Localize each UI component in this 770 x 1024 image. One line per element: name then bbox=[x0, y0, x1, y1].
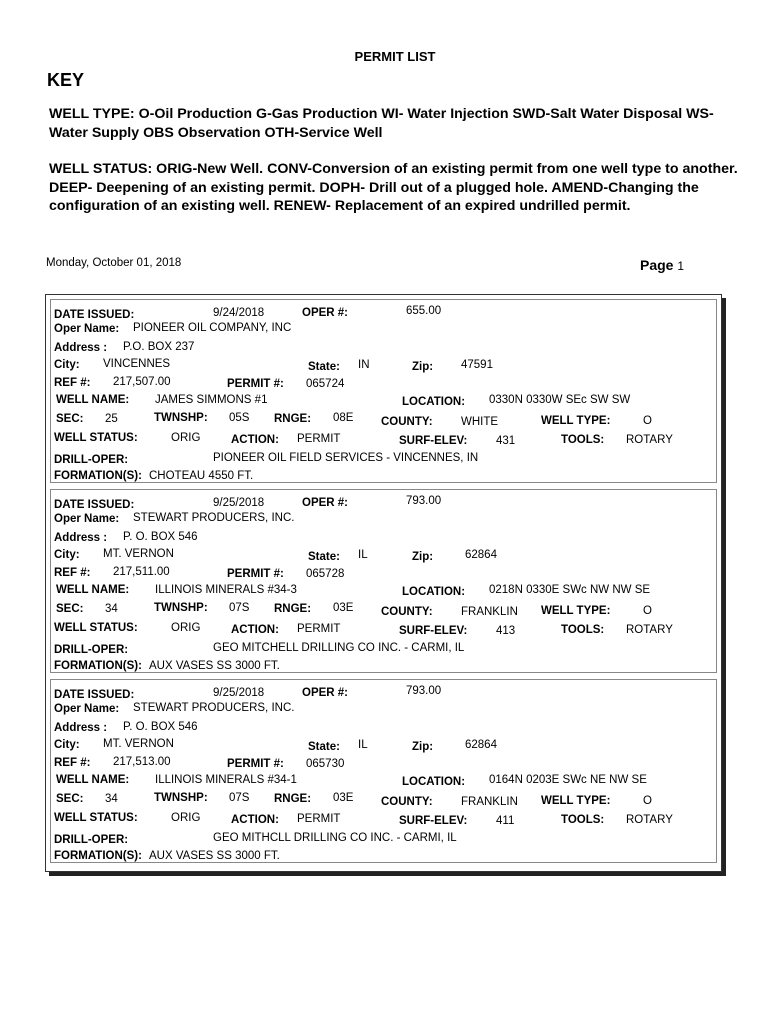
report-date: Monday, October 01, 2018 bbox=[46, 257, 182, 269]
location-label: LOCATION: bbox=[402, 396, 466, 408]
tools-label: TOOLS: bbox=[561, 814, 605, 826]
county-value: WHITE bbox=[461, 416, 499, 428]
well-type-value: O bbox=[643, 605, 652, 617]
permit-label: PERMIT #: bbox=[227, 758, 284, 770]
tools-value: ROTARY bbox=[626, 814, 673, 826]
zip-value: 47591 bbox=[461, 359, 493, 371]
sec-value: 25 bbox=[105, 413, 118, 425]
drill-oper-value: GEO MITHCLL DRILLING CO INC. - CARMI, IL bbox=[213, 832, 457, 844]
location-label: LOCATION: bbox=[402, 586, 466, 598]
address-value: P. O. BOX 546 bbox=[123, 531, 198, 543]
action-label: ACTION: bbox=[231, 434, 279, 446]
address-value: P.O. BOX 237 bbox=[123, 341, 195, 353]
well-type-label: WELL TYPE: bbox=[541, 415, 611, 427]
drill-oper-label: DRILL-OPER: bbox=[54, 644, 129, 656]
permit-label: PERMIT #: bbox=[227, 568, 284, 580]
drill-oper-label: DRILL-OPER: bbox=[54, 834, 129, 846]
city-label: City: bbox=[54, 359, 80, 371]
rnge-label: RNGE: bbox=[274, 413, 312, 425]
tools-value: ROTARY bbox=[626, 434, 673, 446]
well-name-label: WELL NAME: bbox=[56, 584, 130, 596]
twnshp-value: 05S bbox=[229, 412, 250, 424]
oper-num-label: OPER #: bbox=[302, 307, 349, 319]
oper-name-label: Oper Name: bbox=[54, 703, 120, 715]
rnge-value: 08E bbox=[333, 412, 354, 424]
formation-label: FORMATION(S): bbox=[54, 660, 142, 672]
city-value: MT. VERNON bbox=[103, 548, 174, 560]
formation-value: CHOTEAU 4550 FT. bbox=[149, 470, 254, 482]
tools-value: ROTARY bbox=[626, 624, 673, 636]
address-value: P. O. BOX 546 bbox=[123, 721, 198, 733]
date-issued-label: DATE ISSUED: bbox=[54, 689, 135, 701]
ref-label: REF #: bbox=[54, 377, 91, 389]
well-name-label: WELL NAME: bbox=[56, 774, 130, 786]
zip-label: Zip: bbox=[412, 741, 434, 753]
oper-name-label: Oper Name: bbox=[54, 323, 120, 335]
well-status-key: WELL STATUS: ORIG-New Well. CONV-Conversion of an existing permit from one well type to another. DEEP- Deepening of an existing permit. DOPH- Drill out of a plugged hole. AMEND-Changing the configuration of an existing well. RENEW- Replacement of an expired undrilled permit. bbox=[49, 161, 738, 214]
formation-label: FORMATION(S): bbox=[54, 470, 142, 482]
sec-value: 34 bbox=[105, 793, 118, 805]
ref-label: REF #: bbox=[54, 567, 91, 579]
sec-label: SEC: bbox=[56, 413, 84, 425]
well-status-label: WELL STATUS: bbox=[54, 622, 138, 634]
sec-value: 34 bbox=[105, 603, 118, 615]
oper-name-value: STEWART PRODUCERS, INC. bbox=[133, 702, 295, 714]
well-type-value: O bbox=[643, 415, 652, 427]
address-label: Address : bbox=[54, 722, 108, 734]
twnshp-label: TWNSHP: bbox=[154, 792, 208, 804]
county-value: FRANKLIN bbox=[461, 796, 518, 808]
well-name-value: ILLINOIS MINERALS #34-1 bbox=[155, 774, 297, 786]
page-number: 1 bbox=[677, 259, 685, 273]
date-issued-label: DATE ISSUED: bbox=[54, 309, 135, 321]
address-label: Address : bbox=[54, 342, 108, 354]
county-value: FRANKLIN bbox=[461, 606, 518, 618]
tools-label: TOOLS: bbox=[561, 434, 605, 446]
rnge-value: 03E bbox=[333, 602, 354, 614]
action-value: PERMIT bbox=[297, 433, 341, 445]
zip-value: 62864 bbox=[465, 739, 497, 751]
rnge-value: 03E bbox=[333, 792, 354, 804]
location-value: 0330N 0330W SEc SW SW bbox=[489, 394, 631, 406]
oper-name-value: STEWART PRODUCERS, INC. bbox=[133, 512, 295, 524]
location-label: LOCATION: bbox=[402, 776, 466, 788]
surf-elev-value: 413 bbox=[496, 625, 516, 637]
page-title: PERMIT LIST bbox=[354, 49, 436, 64]
permit-record bbox=[50, 679, 717, 863]
action-value: PERMIT bbox=[297, 813, 341, 825]
permit-label: PERMIT #: bbox=[227, 378, 284, 390]
oper-num-label: OPER #: bbox=[302, 497, 349, 509]
city-value: VINCENNES bbox=[103, 358, 171, 370]
drill-oper-value: GEO MITCHELL DRILLING CO INC. - CARMI, IL bbox=[213, 642, 465, 654]
well-name-value: JAMES SIMMONS #1 bbox=[155, 394, 268, 406]
zip-label: Zip: bbox=[412, 551, 434, 563]
action-value: PERMIT bbox=[297, 623, 341, 635]
well-type-value: O bbox=[643, 795, 652, 807]
permit-list-frame bbox=[45, 294, 722, 872]
well-status-value: ORIG bbox=[171, 622, 201, 634]
ref-value: 217,507.00 bbox=[113, 376, 171, 388]
state-value: IL bbox=[358, 739, 368, 751]
county-label: COUNTY: bbox=[381, 416, 433, 428]
permit-record bbox=[50, 489, 717, 673]
rnge-label: RNGE: bbox=[274, 603, 312, 615]
date-issued-value: 9/24/2018 bbox=[213, 307, 265, 319]
well-type-label: WELL TYPE: bbox=[541, 795, 611, 807]
well-status-value: ORIG bbox=[171, 812, 201, 824]
well-type-key: WELL TYPE: O-Oil Production G-Gas Production WI- Water Injection SWD-Salt Water Disposal WS-Water Supply OBS Observation OTH-Service Well bbox=[49, 106, 714, 141]
county-label: COUNTY: bbox=[381, 606, 433, 618]
city-value: MT. VERNON bbox=[103, 738, 174, 750]
page-indicator bbox=[640, 257, 684, 273]
sec-label: SEC: bbox=[56, 603, 84, 615]
address-label: Address : bbox=[54, 532, 108, 544]
oper-name-label: Oper Name: bbox=[54, 513, 120, 525]
well-status-label: WELL STATUS: bbox=[54, 812, 138, 824]
drill-oper-value: PIONEER OIL FIELD SERVICES - VINCENNES, IN bbox=[213, 452, 479, 464]
permit-value: 065730 bbox=[306, 758, 345, 770]
permit-value: 065728 bbox=[306, 568, 345, 580]
oper-name-value: PIONEER OIL COMPANY, INC bbox=[133, 322, 292, 334]
rnge-label: RNGE: bbox=[274, 793, 312, 805]
formation-label: FORMATION(S): bbox=[54, 850, 142, 862]
city-label: City: bbox=[54, 549, 80, 561]
ref-label: REF #: bbox=[54, 757, 91, 769]
oper-num-value: 655.00 bbox=[406, 305, 442, 317]
ref-value: 217,513.00 bbox=[113, 756, 171, 768]
zip-value: 62864 bbox=[465, 549, 497, 561]
oper-num-value: 793.00 bbox=[406, 495, 442, 507]
action-label: ACTION: bbox=[231, 814, 279, 826]
page-label: Page bbox=[640, 257, 674, 273]
surf-elev-label: SURF-ELEV: bbox=[399, 625, 468, 637]
twnshp-value: 07S bbox=[229, 602, 250, 614]
city-label: City: bbox=[54, 739, 80, 751]
action-label: ACTION: bbox=[231, 624, 279, 636]
surf-elev-label: SURF-ELEV: bbox=[399, 815, 468, 827]
formation-value: AUX VASES SS 3000 FT. bbox=[149, 660, 280, 672]
permit-record bbox=[50, 299, 717, 483]
date-issued-label: DATE ISSUED: bbox=[54, 499, 135, 511]
oper-num-value: 793.00 bbox=[406, 685, 442, 697]
surf-elev-value: 411 bbox=[496, 815, 515, 827]
surf-elev-label: SURF-ELEV: bbox=[399, 435, 468, 447]
state-label: State: bbox=[308, 551, 340, 563]
oper-num-label: OPER #: bbox=[302, 687, 349, 699]
date-issued-value: 9/25/2018 bbox=[213, 687, 265, 699]
zip-label: Zip: bbox=[412, 361, 434, 373]
state-value: IL bbox=[358, 549, 368, 561]
sec-label: SEC: bbox=[56, 793, 84, 805]
surf-elev-value: 431 bbox=[496, 435, 516, 447]
location-value: 0218N 0330E SWc NW NW SE bbox=[489, 584, 651, 596]
key-heading: KEY bbox=[47, 70, 85, 90]
date-issued-value: 9/25/2018 bbox=[213, 497, 265, 509]
state-label: State: bbox=[308, 741, 340, 753]
well-name-value: ILLINOIS MINERALS #34-3 bbox=[155, 584, 297, 596]
well-type-label: WELL TYPE: bbox=[541, 605, 611, 617]
county-label: COUNTY: bbox=[381, 796, 433, 808]
state-label: State: bbox=[308, 361, 340, 373]
drill-oper-label: DRILL-OPER: bbox=[54, 454, 129, 466]
formation-value: AUX VASES SS 3000 FT. bbox=[149, 850, 280, 862]
twnshp-value: 07S bbox=[229, 792, 250, 804]
tools-label: TOOLS: bbox=[561, 624, 605, 636]
well-status-label: WELL STATUS: bbox=[54, 432, 138, 444]
location-value: 0164N 0203E SWc NE NW SE bbox=[489, 774, 647, 786]
twnshp-label: TWNSHP: bbox=[154, 412, 208, 424]
twnshp-label: TWNSHP: bbox=[154, 602, 208, 614]
well-name-label: WELL NAME: bbox=[56, 394, 130, 406]
ref-value: 217,511.00 bbox=[113, 566, 170, 578]
state-value: IN bbox=[358, 359, 370, 371]
well-status-value: ORIG bbox=[171, 432, 201, 444]
permit-value: 065724 bbox=[306, 378, 345, 390]
